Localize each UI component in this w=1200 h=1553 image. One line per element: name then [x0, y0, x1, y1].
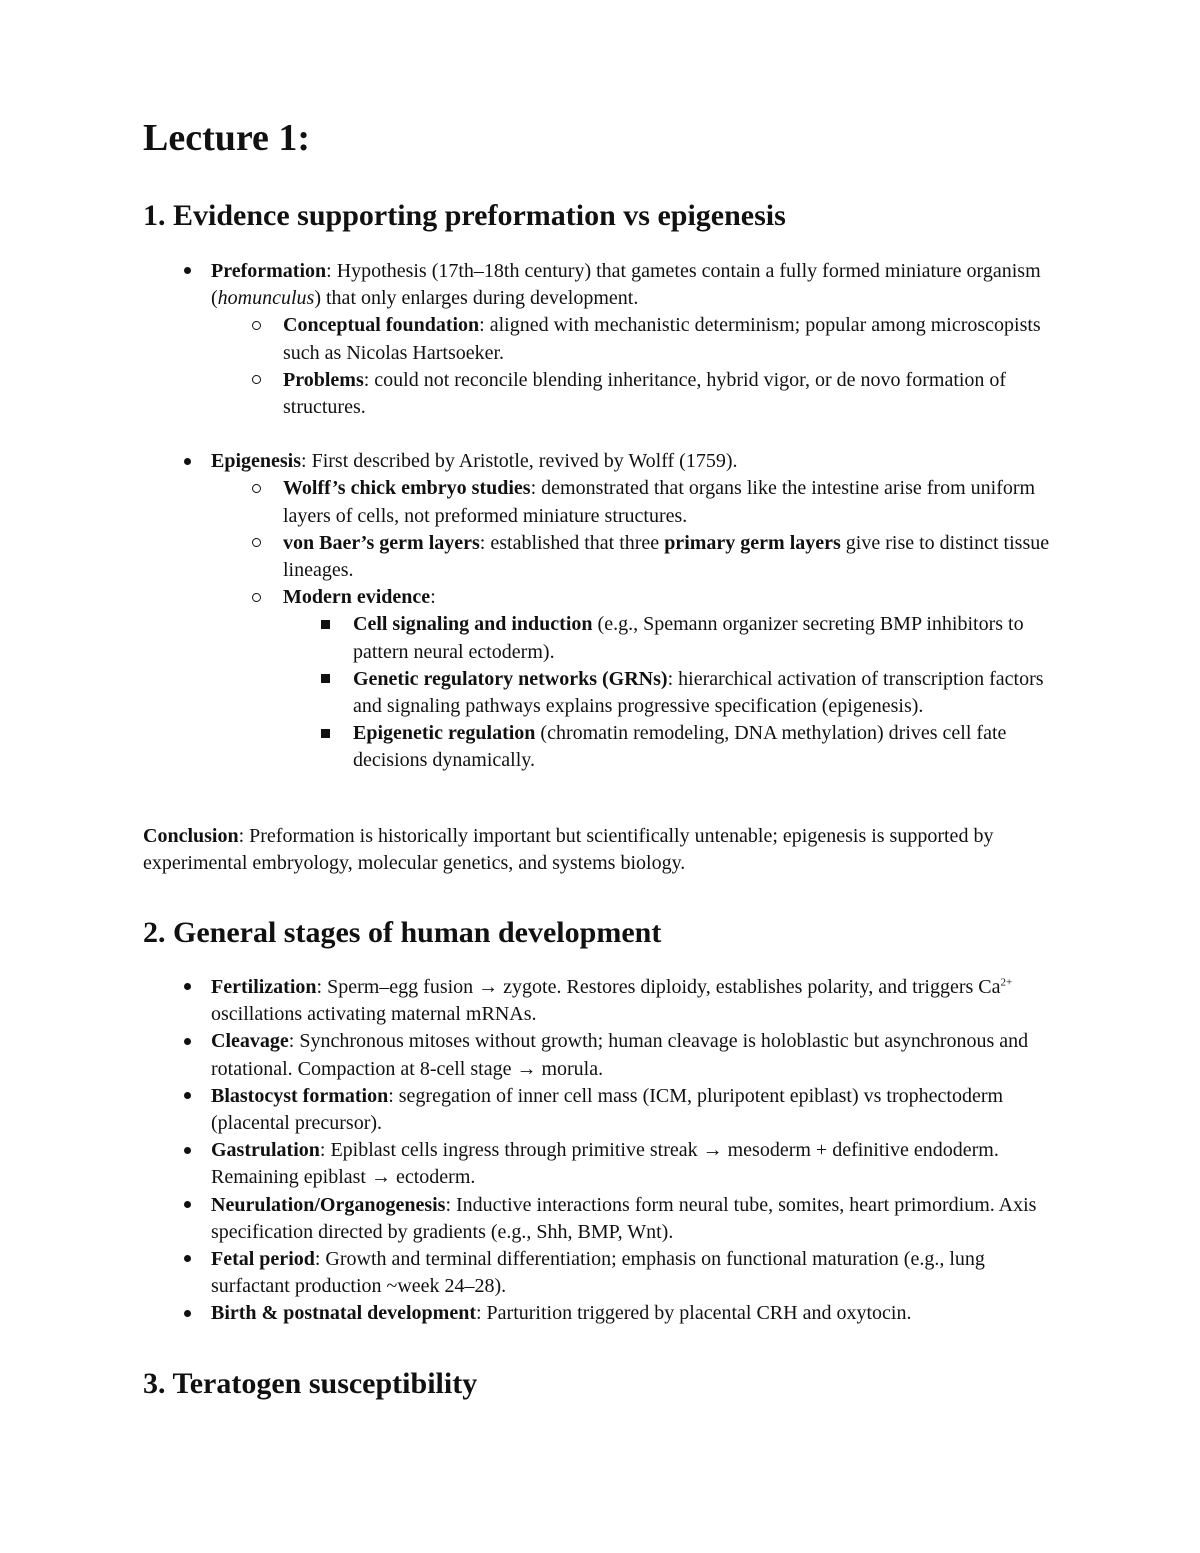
list-item-grns: Genetic regulatory networks (GRNs): hierarchical activation of transcription factors and signaling pathways explains progressive specification (epigenesis).	[143, 666, 1058, 720]
list-item-problems: Problems: could not reconcile blending inheritance, hybrid vigor, or de novo formation of structures.	[143, 367, 1058, 421]
page-title: Lecture 1:	[143, 117, 311, 159]
list-item-conceptual-foundation: Conceptual foundation: aligned with mechanistic determinism; popular among microscopists such as Nicolas Hartsoeker.	[143, 312, 1058, 366]
list-item-gastrulation: Gastrulation: Epiblast cells ingress through primitive streak → mesoderm + definitive endoderm. Remaining epiblast → ectoderm.	[143, 1137, 1058, 1191]
bullet-circle-icon	[246, 475, 266, 502]
list-item-fertilization: Fertilization: Sperm–egg fusion → zygote. Restores diploidy, establishes polarity, and triggers $Ca^{2+}$ oscillations activating maternal mRNAs.	[143, 974, 1058, 1028]
bullet-square-icon	[315, 720, 335, 747]
bullet-dot-icon	[177, 974, 197, 1001]
bullet-circle-icon	[246, 530, 266, 557]
list-item-cleavage: Cleavage: Synchronous mitoses without growth; human cleavage is holoblastic but asynchronous and rotational. Compaction at 8-cell stage → morula.	[143, 1028, 1058, 1082]
section-1-list	[143, 258, 1058, 775]
bullet-dot-icon	[177, 1083, 197, 1110]
bullet-square-icon	[315, 611, 335, 638]
bullet-circle-icon	[246, 367, 266, 394]
section-2-heading: 2. General stages of human development	[143, 916, 662, 949]
bullet-dot-icon	[177, 258, 197, 285]
bullet-dot-icon	[177, 1192, 197, 1219]
bullet-dot-icon	[177, 1028, 197, 1055]
bullet-dot-icon	[177, 1137, 197, 1164]
list-item-epigenesis: Epigenesis: First described by Aristotle, revived by Wolff (1759).	[143, 448, 1058, 475]
bullet-dot-icon	[177, 1300, 197, 1327]
bullet-circle-icon	[246, 584, 266, 611]
spacer	[143, 421, 1058, 448]
section-1-heading: 1. Evidence supporting preformation vs epigenesis	[143, 199, 786, 232]
list-item-modern-evidence: Modern evidence:	[143, 584, 1058, 611]
bullet-circle-icon	[246, 312, 266, 339]
list-item-fetal-period: Fetal period: Growth and terminal differentiation; emphasis on functional maturation (e.g., lung surfactant production ~week 24–28).	[143, 1246, 1058, 1300]
list-item-neurulation: Neurulation/Organogenesis: Inductive interactions form neural tube, somites, heart primordium. Axis specification directed by gradients (e.g., Shh, BMP, Wnt).	[143, 1192, 1058, 1246]
list-item-von-baer: von Baer’s germ layers: established that three primary germ layers give rise to distinct tissue lineages.	[143, 530, 1058, 584]
bullet-dot-icon	[177, 1246, 197, 1273]
bullet-square-icon	[315, 666, 335, 693]
list-item-epigenetic-regulation: Epigenetic regulation (chromatin remodeling, DNA methylation) drives cell fate decisions dynamically.	[143, 720, 1058, 774]
list-item-blastocyst-formation: Blastocyst formation: segregation of inner cell mass (ICM, pluripotent epiblast) vs trophectoderm (placental precursor).	[143, 1083, 1058, 1137]
bullet-dot-icon	[177, 448, 197, 475]
list-item-wolff: Wolff’s chick embryo studies: demonstrated that organs like the intestine arise from uniform layers of cells, not preformed miniature structures.	[143, 475, 1058, 529]
section-2-list	[143, 974, 1058, 1328]
section-3-heading: 3. Teratogen susceptibility	[143, 1367, 478, 1400]
list-item-cell-signaling: Cell signaling and induction (e.g., Spemann organizer secreting BMP inhibitors to pattern neural ectoderm).	[143, 611, 1058, 665]
list-item-birth: Birth & postnatal development: Parturition triggered by placental CRH and oxytocin.	[143, 1300, 1058, 1327]
list-item-preformation: Preformation: Hypothesis (17th–18th century) that gametes contain a fully formed miniature organism (homunculus) that only enlarges during development.	[143, 258, 1058, 312]
conclusion-paragraph: Conclusion: Preformation is historically important but scientifically untenable; epigenesis is supported by experimental embryology, molecular genetics, and systems biology.	[143, 825, 994, 875]
